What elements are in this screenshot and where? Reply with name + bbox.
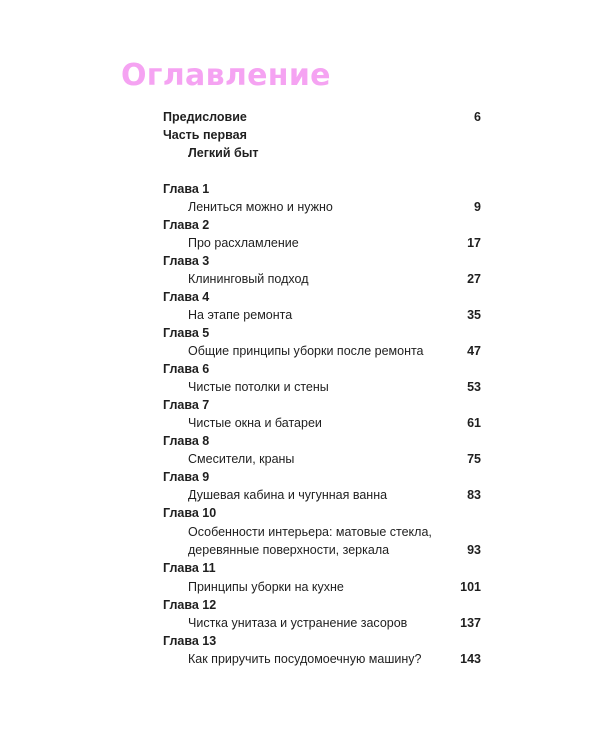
chapter-heading — [0, 559, 600, 577]
toc-part-heading — [0, 126, 600, 144]
chapter-label: Глава 13 — [163, 634, 217, 648]
toc-entry[interactable] — [0, 450, 600, 468]
page-number: 47 — [467, 344, 481, 358]
page-number: 61 — [467, 416, 481, 430]
chapter-title: На этапе ремонта — [188, 308, 293, 322]
chapter-label: Глава 4 — [163, 290, 210, 304]
page-number: 53 — [467, 380, 481, 394]
toc-entry[interactable] — [0, 614, 600, 632]
part-label: Часть первая — [163, 128, 247, 142]
chapter-label: Глава 11 — [163, 561, 216, 575]
chapter-heading — [0, 596, 600, 614]
chapter-label: Глава 9 — [163, 470, 210, 484]
page-number: 9 — [474, 200, 481, 214]
preface-page-number: 6 — [474, 110, 481, 124]
toc-part-subtitle — [0, 144, 600, 162]
page-number: 137 — [460, 616, 481, 630]
chapter-label: Глава 12 — [163, 598, 217, 612]
toc-entry[interactable] — [0, 578, 600, 596]
page-number: 35 — [467, 308, 481, 322]
chapter-label: Глава 10 — [163, 506, 217, 520]
chapter-heading — [0, 432, 600, 450]
chapter-heading — [0, 180, 600, 198]
toc-entry[interactable] — [0, 414, 600, 432]
chapter-heading — [0, 252, 600, 270]
chapter-title: Чистка унитаза и устранение засоров — [188, 616, 408, 630]
part-subtitle: Легкий быт — [188, 146, 259, 160]
page-number: 27 — [467, 272, 481, 286]
toc-entry[interactable] — [0, 270, 600, 288]
chapter-label: Глава 3 — [163, 254, 210, 268]
chapter-label: Глава 2 — [163, 218, 210, 232]
chapter-title: Как приручить посудомоечную машину? — [188, 652, 422, 666]
chapter-title: Лениться можно и нужно — [188, 200, 333, 214]
chapter-title: Чистые потолки и стены — [188, 380, 329, 394]
page-number: 93 — [467, 543, 481, 557]
page-number: 101 — [460, 580, 481, 594]
chapter-label: Глава 6 — [163, 362, 210, 376]
toc-entry-line2[interactable] — [0, 541, 600, 559]
toc-entry[interactable] — [0, 198, 600, 216]
toc-entry[interactable] — [0, 378, 600, 396]
chapter-title: Клининговый подход — [188, 272, 309, 286]
chapter-heading — [0, 324, 600, 342]
chapter-heading — [0, 216, 600, 234]
toc-entry-line1[interactable] — [0, 523, 600, 541]
chapter-heading — [0, 288, 600, 306]
toc-entry[interactable] — [0, 234, 600, 252]
toc-entry[interactable] — [0, 486, 600, 504]
page-number: 75 — [467, 452, 481, 466]
toc-entry[interactable] — [0, 342, 600, 360]
toc-entry[interactable] — [0, 650, 600, 668]
chapter-label: Глава 1 — [163, 182, 210, 196]
toc-entry[interactable] — [0, 306, 600, 324]
chapter-title: Принципы уборки на кухне — [188, 580, 344, 594]
chapter-title: Особенности интерьера: матовые стекла, — [188, 525, 432, 539]
preface-label: Предисловие — [163, 110, 247, 124]
page-title: Оглавление — [121, 58, 331, 93]
page-number: 83 — [467, 488, 481, 502]
chapter-title: Чистые окна и батареи — [188, 416, 322, 430]
chapter-heading — [0, 396, 600, 414]
chapter-title: Общие принципы уборки после ремонта — [188, 344, 424, 358]
chapter-heading — [0, 360, 600, 378]
chapter-heading — [0, 468, 600, 486]
chapter-label: Глава 5 — [163, 326, 210, 340]
chapter-title: Про расхламление — [188, 236, 299, 250]
chapter-heading — [0, 632, 600, 650]
chapter-title-continued: деревянные поверхности, зеркала — [188, 543, 390, 557]
chapter-heading — [0, 504, 600, 522]
chapter-label: Глава 7 — [163, 398, 210, 412]
toc-entry-preface[interactable] — [0, 108, 600, 126]
chapter-title: Душевая кабина и чугунная ванна — [188, 488, 388, 502]
page-number: 143 — [460, 652, 481, 666]
chapter-label: Глава 8 — [163, 434, 210, 448]
chapter-title: Смесители, краны — [188, 452, 295, 466]
page-number: 17 — [467, 236, 481, 250]
